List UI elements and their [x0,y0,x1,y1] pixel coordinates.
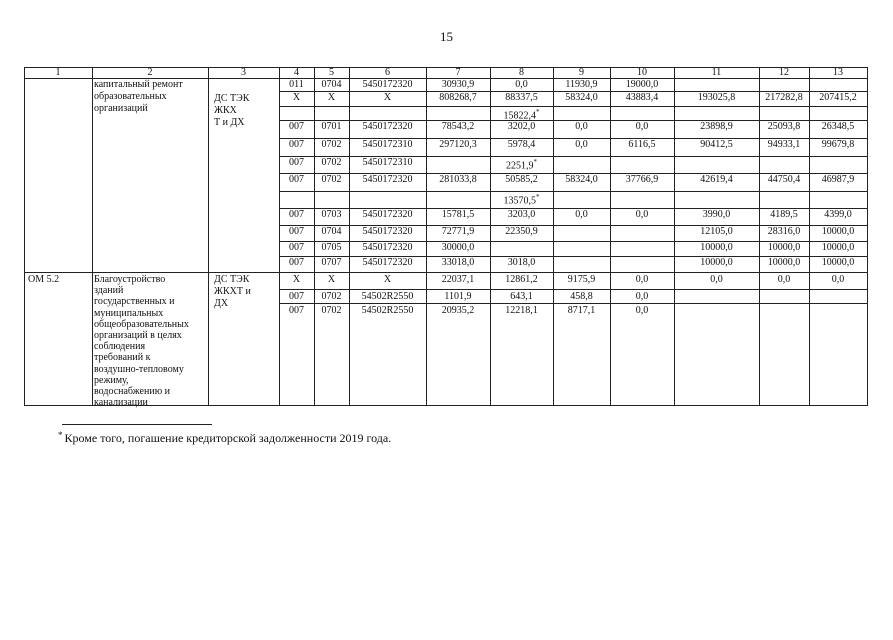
table-cell: 30000,0 [441,242,475,253]
data-column-rule [553,106,554,121]
data-column-rule [349,91,350,107]
table-cell: 0,0 [635,291,649,302]
table-cell: 0702 [321,305,342,316]
table-cell: 58324,0 [565,174,598,185]
data-column-rule [490,138,491,157]
footnote-mark: * [536,108,540,116]
footnote [58,430,391,446]
table-cell: 43883,4 [625,92,659,103]
table-cell: 0702 [321,174,342,185]
block1-column-rule [208,78,209,273]
row-rule [279,106,868,107]
table-cell: 5978,4 [507,139,536,150]
header-cell-13: 13 [833,67,843,78]
table-cell: 12218,1 [505,305,538,316]
header-cell-12: 12 [779,67,789,78]
table-cell: 007 [289,242,304,253]
data-column-rule [759,241,760,257]
page-number: 15 [440,29,453,44]
activity-description-line: требований к [94,352,151,364]
data-column-rule [674,272,675,406]
activity-description-line: государственных и [94,296,175,308]
data-column-rule [809,91,810,107]
data-column-rule [759,78,760,92]
table-cell: 30930,9 [441,79,475,90]
table-cell: 72771,9 [441,226,475,237]
table-cell: 5450172320 [362,121,413,132]
footnote-text: Кроме того, погашение кредиторской задолженности 2019 года. [64,431,392,445]
data-column-rule [553,78,554,92]
data-column-rule [674,208,675,226]
data-column-rule [426,138,427,157]
block2-column-rule [24,272,25,406]
table-right-rule [867,272,868,406]
data-column-rule [759,106,760,121]
table-cell: 643,1 [510,291,533,302]
data-column-rule [809,173,810,192]
data-column-rule [426,106,427,121]
data-column-rule [314,138,315,157]
table-cell: 54502R2550 [361,305,414,316]
table-cell: 0703 [321,209,342,220]
table-cell: 5450172310 [362,157,413,168]
table-cell: 0,0 [575,209,588,220]
table-cell: 0704 [321,79,342,90]
table-cell: 007 [289,226,304,237]
footnote-mark: * [533,158,537,166]
table-cell: 007 [289,174,304,185]
table-cell: 007 [289,121,304,132]
data-column-rule [759,156,760,174]
data-column-rule [349,78,350,92]
data-column-rule [490,208,491,226]
table-cell: 0705 [321,242,342,253]
data-column-rule [759,120,760,139]
table-cell: 011 [289,79,304,90]
table-cell: 10000,0 [700,257,733,268]
table-cell: 10000,0 [821,242,855,253]
data-column-rule [610,256,611,273]
table-cell: X [383,92,392,103]
table-cell: 0,0 [635,121,649,132]
data-column-rule [490,173,491,192]
block2-column-rule [279,272,280,406]
activity-description-line: канализации [94,397,148,409]
table-cell [506,157,537,171]
data-column-rule [314,241,315,257]
data-column-rule [553,256,554,273]
table-cell: X [383,274,392,285]
data-column-rule [490,120,491,139]
data-column-rule [490,241,491,257]
data-column-rule [314,91,315,107]
block1-column-rule [24,78,25,273]
table-cell: 37766,9 [625,174,659,185]
data-column-rule [759,256,760,273]
table-right-rule [867,78,868,273]
data-column-rule [809,272,810,406]
executor-line: Т и ДХ [214,117,245,128]
activity-description-line: Благоустройство [94,274,166,285]
table-cell: 20935,2 [441,305,475,316]
table-cell: 0,0 [635,274,649,285]
table-bottom-rule [24,405,868,406]
data-column-rule [349,191,350,209]
data-column-rule [314,156,315,174]
table-cell: 11930,9 [565,79,598,90]
data-column-rule [553,120,554,139]
table-cell: 007 [289,209,304,220]
data-column-rule [674,191,675,209]
table-cell: 0702 [321,157,342,168]
data-column-rule [426,120,427,139]
header-cell-1: 1 [55,67,61,78]
data-column-rule [610,120,611,139]
header-cell-6: 6 [385,67,390,78]
footnote-mark: * [536,193,540,201]
table-cell: 007 [289,257,304,268]
data-column-rule [426,208,427,226]
block-rule [24,272,868,273]
table-cell: 10000,0 [821,226,855,237]
data-column-rule [759,191,760,209]
table-cell: 5450172320 [362,79,413,90]
footnote-divider [62,424,212,425]
table-cell: 19000,0 [625,79,659,90]
table-cell: 1101,9 [444,291,472,302]
table-cell: X [292,274,301,285]
data-column-rule [610,173,611,192]
executor-line: ДХ [214,298,229,309]
table-cell: 5450172320 [362,174,413,185]
table-cell: 007 [289,291,304,302]
data-column-rule [610,138,611,157]
table-cell: 44750,4 [767,174,801,185]
data-column-rule [809,120,810,139]
table-cell: 3018,0 [507,257,536,268]
table-cell [504,107,540,121]
table-cell: 207415,2 [819,92,857,103]
data-column-rule [349,120,350,139]
data-column-rule [349,106,350,121]
data-column-rule [314,78,315,92]
row-rule [279,303,868,304]
footnote-mark: * [58,430,63,440]
data-column-rule [674,256,675,273]
table-cell: 94933,1 [767,139,801,150]
data-column-rule [759,225,760,242]
block2-column-rule [208,272,209,406]
table-cell: 90412,5 [700,139,733,150]
activity-description-line: общеобразовательных [94,318,189,330]
table-cell: 0,0 [831,274,845,285]
data-column-rule [490,156,491,174]
table-cell: 297120,3 [439,139,477,150]
activity-description-line: воздушно-тепловому [94,363,184,375]
table-cell: 33018,0 [441,257,475,268]
header-cell-5: 5 [329,67,334,78]
table-cell: 007 [289,139,304,150]
data-column-rule [809,225,810,242]
table-cell: 0,0 [635,305,649,316]
cell-value: 13570,5 [503,195,536,207]
table-cell: 50585,2 [505,174,538,185]
activity-code: ОМ 5.2 [28,274,60,285]
data-column-rule [674,173,675,192]
data-column-rule [349,173,350,192]
data-column-rule [426,173,427,192]
block1-column-rule [92,78,93,273]
table-cell: 0,0 [777,274,791,285]
data-column-rule [809,256,810,273]
table-cell: 0704 [321,226,342,237]
data-column-rule [610,241,611,257]
data-column-rule [674,120,675,139]
table-cell: 0,0 [710,274,723,285]
data-column-rule [314,120,315,139]
data-column-rule [426,272,427,406]
data-column-rule [610,91,611,107]
data-column-rule [809,191,810,209]
table-cell: 3203,0 [507,209,536,220]
table-cell: 5450172320 [362,242,413,253]
activity-description-line: зданий [94,285,124,297]
data-column-rule [674,138,675,157]
table-cell: X [292,92,301,103]
data-column-rule [553,156,554,174]
data-column-rule [426,91,427,107]
table-cell: 15781,5 [441,209,475,220]
activity-description-line: муниципальных [94,307,164,319]
data-column-rule [553,173,554,192]
table-cell: 78543,2 [441,121,475,132]
data-column-rule [610,272,611,406]
data-column-rule [809,106,810,121]
table-cell: 281033,8 [439,174,477,185]
data-column-rule [809,208,810,226]
data-column-rule [610,225,611,242]
table-cell: 58324,0 [565,92,598,103]
data-column-rule [553,241,554,257]
data-column-rule [314,256,315,273]
table-cell: 193025,8 [697,92,736,103]
table-cell: 5450172310 [362,139,413,150]
table-cell: 0702 [321,291,342,302]
data-column-rule [314,173,315,192]
data-column-rule [759,138,760,157]
block2-column-rule [92,272,93,406]
data-column-rule [490,91,491,107]
header-cell-7: 7 [455,67,461,78]
table-cell: 4399,0 [824,209,852,220]
cell-value: 15822,4 [503,110,536,122]
data-column-rule [349,138,350,157]
data-column-rule [759,173,760,192]
data-column-rule [759,91,760,107]
table-cell [504,192,540,206]
table-cell: 10000,0 [821,257,855,268]
table-cell: 10000,0 [767,242,801,253]
header-cell-2: 2 [147,67,153,78]
data-column-rule [809,78,810,92]
activity-description-line: режиму, [94,374,129,386]
table-cell: 6116,5 [628,139,656,150]
table-cell: 9175,9 [567,274,596,285]
data-column-rule [809,156,810,174]
data-column-rule [674,78,675,92]
data-column-rule [349,256,350,273]
activity-description-line: капитальный ремонт [94,79,183,90]
table-cell: 5450172320 [362,257,413,268]
data-column-rule [610,78,611,92]
header-cell-10: 10 [637,67,647,78]
executor-line: ДС ТЭК [214,93,250,104]
table-cell: 42619,4 [700,174,733,185]
activity-description-line: соблюдения [94,341,146,353]
data-column-rule [759,208,760,226]
table-cell: 808268,7 [439,92,477,103]
header-cell-9: 9 [579,67,584,78]
data-column-rule [426,241,427,257]
data-column-rule [490,225,491,242]
executor-line: ЖКХТ и [214,286,251,297]
table-cell: X [327,274,336,285]
data-column-rule [553,208,554,226]
data-column-rule [314,272,315,406]
data-column-rule [553,138,554,157]
table-cell: 22037,1 [441,274,475,285]
data-column-rule [610,191,611,209]
table-cell: 8717,1 [567,305,596,316]
activity-description-line: водоснабжению и [94,386,171,397]
table-cell: 458,8 [570,291,593,302]
table-cell: 5450172320 [362,226,413,237]
data-column-rule [349,241,350,257]
header-cell-11: 11 [711,67,722,78]
header-cell-4: 4 [294,67,299,78]
data-column-rule [426,225,427,242]
data-column-rule [426,78,427,92]
table-cell: 0,0 [515,79,528,90]
data-column-rule [553,225,554,242]
data-column-rule [490,106,491,121]
block1-column-rule [279,78,280,273]
row-rule [279,191,868,192]
data-column-rule [610,156,611,174]
data-column-rule [490,191,491,209]
data-column-rule [553,91,554,107]
table-cell: 0702 [321,139,342,150]
table-cell: 10000,0 [767,257,801,268]
data-column-rule [674,156,675,174]
table-cell: 217282,8 [765,92,803,103]
activity-description-line: образовательных [94,91,167,102]
table-cell: 54502R2550 [361,291,414,302]
data-column-rule [610,208,611,226]
table-cell: 5450172320 [362,209,413,220]
table-cell: X [327,92,336,103]
executor-line: ЖКХ [214,105,237,116]
data-column-rule [553,191,554,209]
data-column-rule [490,78,491,92]
table-cell: 007 [289,305,304,316]
table-cell: 88337,5 [505,92,538,103]
data-column-rule [426,156,427,174]
table-cell: 0,0 [575,139,588,150]
table-cell: 12105,0 [700,226,733,237]
data-column-rule [490,256,491,273]
table-cell: 0,0 [635,209,649,220]
data-column-rule [349,272,350,406]
data-column-rule [674,225,675,242]
data-column-rule [314,191,315,209]
data-column-rule [674,91,675,107]
data-column-rule [490,272,491,406]
activity-description-line: организаций в целях [94,330,182,341]
data-column-rule [809,241,810,257]
table-cell: 0,0 [575,121,588,132]
row-rule [279,289,868,290]
table-cell: 3202,0 [507,121,536,132]
data-column-rule [674,241,675,257]
data-column-rule [426,256,427,273]
table-cell: 46987,9 [821,174,855,185]
data-column-rule [349,156,350,174]
table-cell: 4189,5 [770,209,798,220]
data-column-rule [314,225,315,242]
table-cell: 25093,8 [767,121,801,132]
table-cell: 0707 [321,257,342,268]
table-cell: 26348,5 [821,121,855,132]
table-cell: 28316,0 [767,226,801,237]
data-column-rule [314,106,315,121]
executor-line: ДС ТЭК [214,274,250,285]
data-column-rule [349,225,350,242]
table-cell: 0701 [321,121,342,132]
data-column-rule [809,138,810,157]
table-cell: 3990,0 [702,209,731,220]
data-column-rule [349,208,350,226]
table-cell: 99679,8 [821,139,855,150]
data-column-rule [314,208,315,226]
data-column-rule [426,191,427,209]
table-cell: 12861,2 [505,274,538,285]
data-column-rule [674,106,675,121]
data-column-rule [759,272,760,406]
header-cell-3: 3 [241,67,246,78]
header-cell-8: 8 [519,67,524,78]
data-column-rule [610,106,611,121]
table-cell: 10000,0 [700,242,733,253]
table-cell: 23898,9 [700,121,733,132]
budget-table [24,67,867,409]
table-cell: 007 [289,157,304,168]
table-cell: 22350,9 [505,226,538,237]
activity-description-line: организаций [94,103,148,114]
cell-value: 2251,9 [506,160,534,172]
data-column-rule [553,272,554,406]
